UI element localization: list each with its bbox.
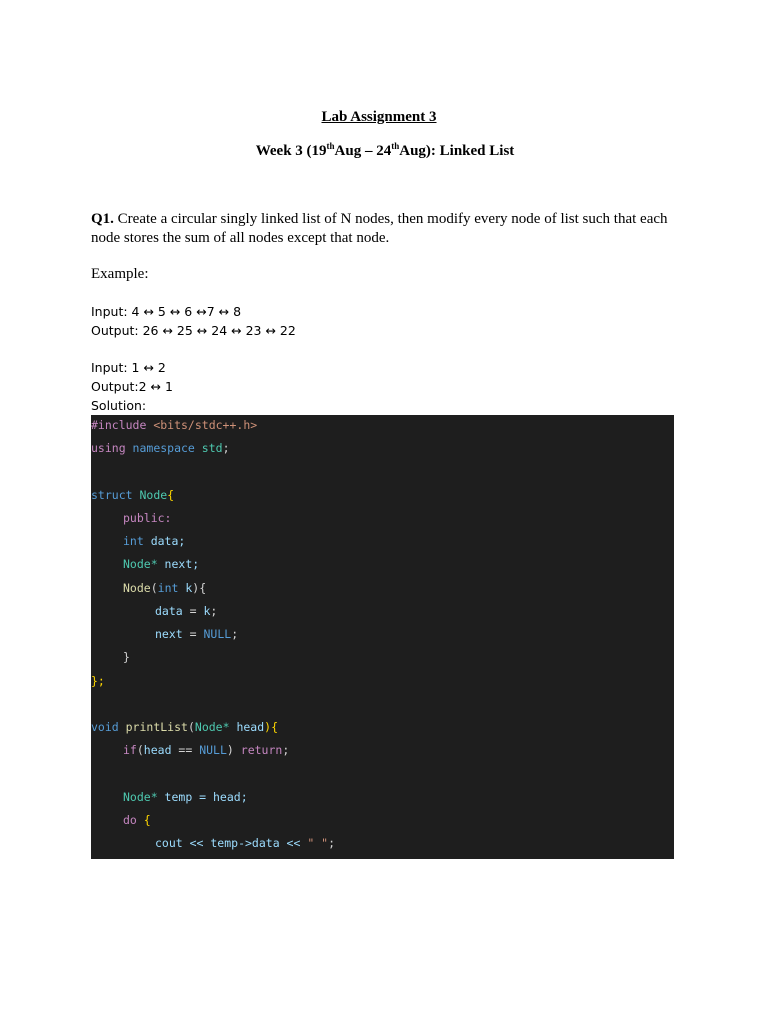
code-line	[91, 486, 174, 504]
code-line	[91, 439, 230, 457]
code-token: {	[136, 813, 151, 827]
example-2-output: Output:2 ↔ 1	[91, 379, 173, 394]
code-token: Node	[123, 581, 151, 595]
subtitle-mid: Aug – 24	[334, 143, 392, 159]
code-token: data;	[143, 534, 186, 548]
code-token: ;	[210, 604, 218, 618]
code-token: std	[194, 441, 223, 455]
code-token: )	[226, 743, 234, 757]
code-line	[155, 602, 217, 620]
code-token: ){	[192, 581, 207, 595]
code-token: ){	[264, 720, 278, 734]
code-token: <bits/stdc++.h>	[146, 418, 258, 432]
code-token: using	[91, 441, 126, 455]
code-token: void	[91, 720, 119, 734]
code-line	[123, 579, 206, 597]
code-token: cout << temp->data <<	[155, 836, 308, 850]
code-token: int	[123, 534, 144, 548]
code-token: head	[229, 720, 265, 734]
code-token: next;	[157, 557, 200, 571]
subtitle-sup-1: th	[326, 141, 335, 151]
code-token: do	[123, 813, 137, 827]
example-1-output: Output: 26 ↔ 25 ↔ 24 ↔ 23 ↔ 22	[91, 323, 296, 338]
code-line	[123, 811, 151, 829]
code-token: NULL	[203, 627, 232, 641]
subtitle-prefix: Week 3 (19	[255, 143, 327, 159]
code-line	[91, 718, 278, 736]
code-token: struct	[91, 488, 133, 502]
code-token: =	[182, 604, 204, 618]
code-token: temp = head;	[157, 790, 248, 804]
code-line	[155, 834, 335, 852]
code-token: =	[182, 627, 204, 641]
code-token: k	[178, 581, 193, 595]
code-token: ;	[282, 743, 290, 757]
code-token: " "	[307, 836, 329, 850]
example-2-input: Input: 1 ↔ 2	[91, 360, 166, 375]
code-line	[91, 416, 257, 434]
code-line	[91, 672, 105, 690]
solution-label: Solution:	[91, 398, 147, 413]
code-token: if	[123, 743, 137, 757]
code-token: ;	[328, 836, 336, 850]
code-line	[123, 555, 199, 573]
code-line	[123, 509, 171, 527]
subtitle-suffix: Aug): Linked List	[399, 143, 515, 159]
code-token: Node*	[123, 790, 158, 804]
code-token: public:	[123, 511, 172, 525]
subtitle-sup-2: th	[391, 141, 400, 151]
code-token: };	[91, 674, 105, 688]
example-1-input: Input: 4 ↔ 5 ↔ 6 ↔7 ↔ 8	[91, 304, 242, 319]
code-token: (	[136, 743, 144, 757]
example-label: Example:	[91, 266, 149, 282]
question-paragraph	[91, 210, 681, 248]
code-line	[123, 532, 185, 550]
code-token: Node*	[194, 720, 230, 734]
code-token: Node*	[123, 557, 158, 571]
code-token: next	[155, 627, 183, 641]
question-label: Q1.	[91, 211, 114, 227]
code-token: k	[203, 604, 211, 618]
code-line	[123, 788, 248, 806]
code-token: (	[150, 581, 158, 595]
code-token: }	[123, 650, 130, 664]
code-token: return	[233, 743, 283, 757]
code-token: Node	[132, 488, 168, 502]
code-token: head	[143, 743, 172, 757]
code-token: (	[187, 720, 195, 734]
code-token: NULL	[199, 743, 227, 757]
question-text: Create a circular singly linked list of N nodes, then modify every node of list such that each node stores the sum of all nodes except that node.	[91, 211, 668, 246]
code-token: namespace	[125, 441, 195, 455]
code-token: data	[155, 604, 183, 618]
code-token: ==	[171, 743, 200, 757]
code-token: int	[157, 581, 179, 595]
code-block	[91, 415, 674, 859]
code-token: {	[167, 488, 175, 502]
code-token: ;	[222, 441, 230, 455]
code-token: #include	[91, 418, 147, 432]
page-title: Lab Assignment 3	[321, 109, 437, 125]
code-token: ;	[231, 627, 239, 641]
code-line	[155, 625, 238, 643]
code-token: printList	[118, 720, 188, 734]
page-subtitle	[0, 143, 768, 160]
code-line	[123, 648, 130, 666]
code-line	[123, 741, 289, 759]
